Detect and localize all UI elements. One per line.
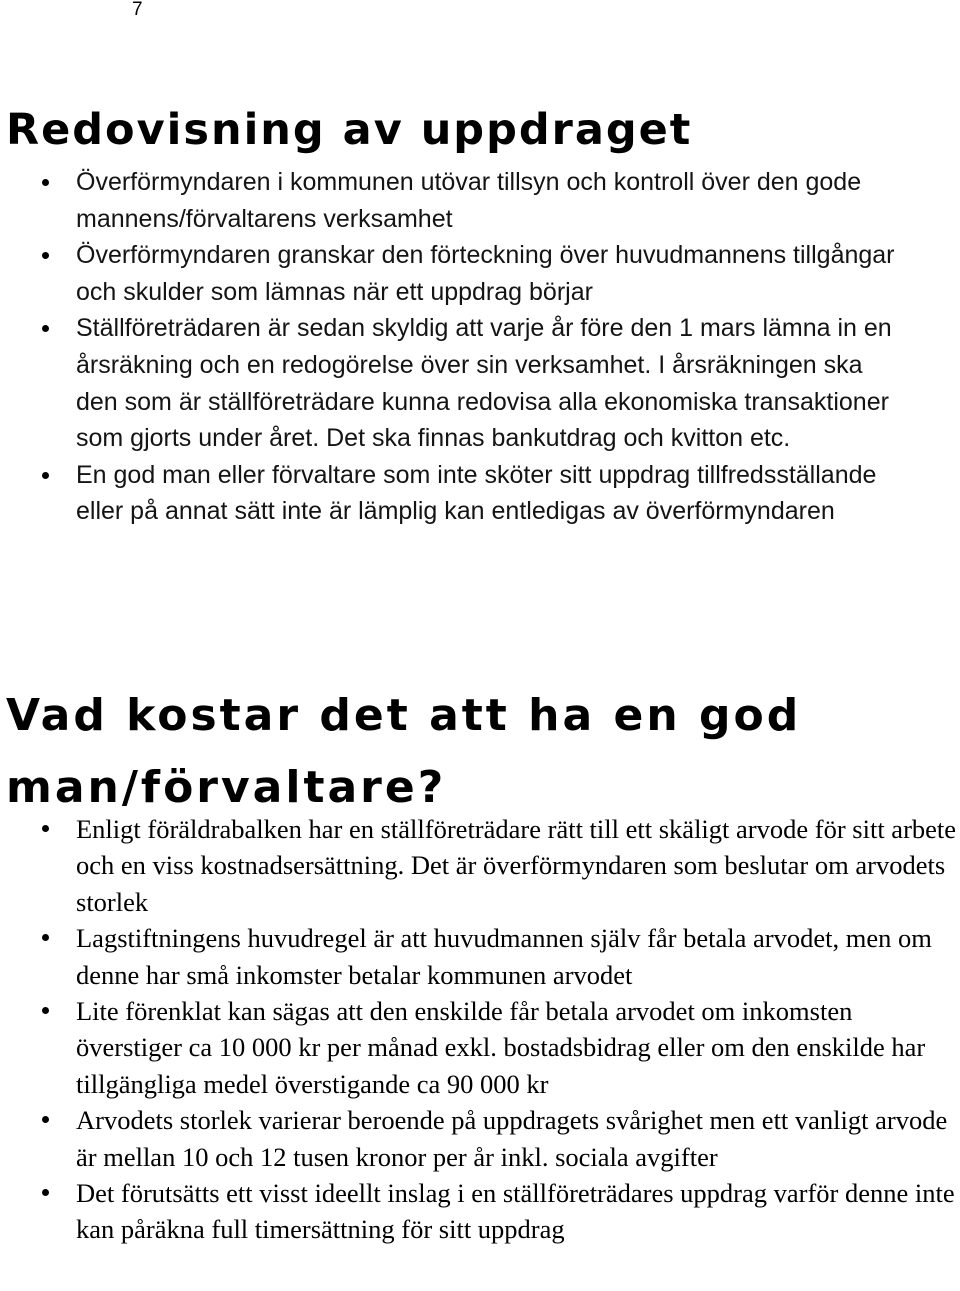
list-item: En god man eller förvaltare som inte sköter sitt uppdrag tillfredsställande eller på annat sätt inte är lämplig kan entledigas av överförmyndaren [0,457,900,530]
list-item: Lite förenklat kan sägas att den enskilde får betala arvodet om inkomsten överstiger ca 10 000 kr per månad exkl. bostadsbidrag eller om den enskilde har tillgängliga medel överstigande ca 90 000 kr [0,993,960,1102]
section-heading-redovisning: Redovisning av uppdraget [6,105,693,155]
bullet-list-kostnad [0,811,960,1248]
section-heading-kostnad: Vad kostar det att ha en god man/förvaltare? [6,690,802,813]
page-number: 7 [132,0,143,20]
list-item: Överförmyndaren i kommunen utövar tillsyn och kontroll över den gode mannens/förvaltarens verksamhet [0,164,900,237]
list-item: Lagstiftningens huvudregel är att huvudmannen själv får betala arvodet, men om denne har små inkomster betalar kommunen arvodet [0,920,960,993]
list-item: Det förutsätts ett visst ideellt inslag i en ställföreträdares uppdrag varför denne inte kan påräkna full timersättning för sitt uppdrag [0,1175,960,1248]
bullet-list-redovisning [0,164,900,530]
list-item: Ställföreträdaren är sedan skyldig att varje år före den 1 mars lämna in en årsräkning och en redogörelse över sin verksamhet. I årsräkningen ska den som är ställföreträdare kunna redovisa alla ekonomiska transaktioner som gjorts under året. Det ska finnas bankutdrag och kvitton etc. [0,310,900,456]
list-item: Överförmyndaren granskar den förteckning över huvudmannens tillgångar och skulder som lämnas när ett uppdrag börjar [0,237,900,310]
list-item: Enligt föräldrabalken har en ställföreträdare rätt till ett skäligt arvode för sitt arbete och en viss kostnadsersättning. Det är överförmyndaren som beslutar om arvodets storlek [0,811,960,920]
list-item: Arvodets storlek varierar beroende på uppdragets svårighet men ett vanligt arvode är mellan 10 och 12 tusen kronor per år inkl. sociala avgifter [0,1102,960,1175]
